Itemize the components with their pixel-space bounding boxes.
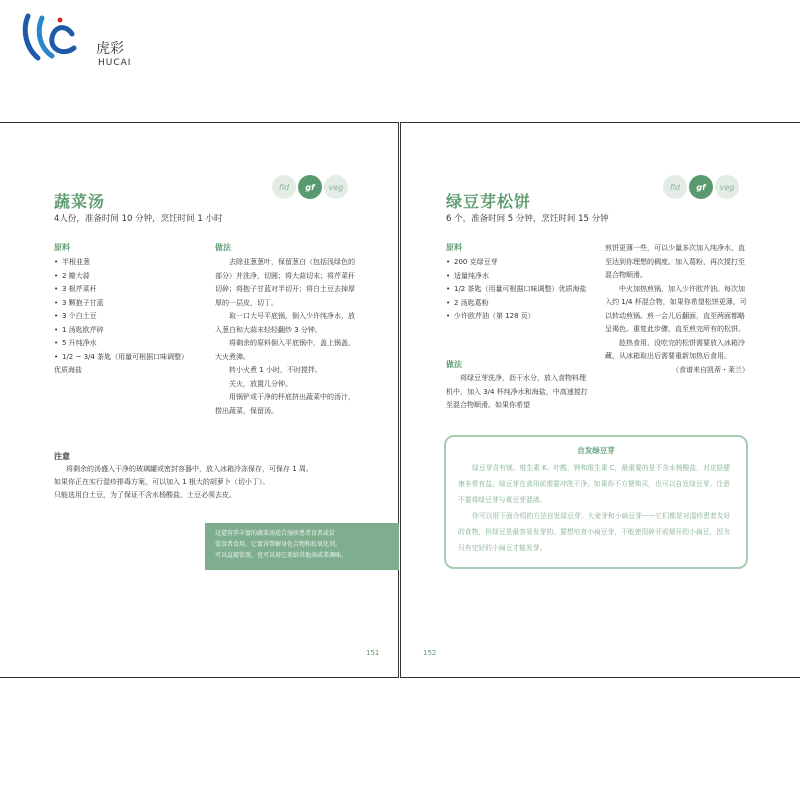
ingredient-tail: 优质海盐 xyxy=(54,366,82,374)
note-heading: 注意 xyxy=(54,452,70,461)
tip-box xyxy=(205,523,399,570)
method-text-left xyxy=(446,372,591,413)
ingredient-item: • 2 瓣大蒜 xyxy=(54,270,204,284)
recipe-title: 蔬菜汤 xyxy=(54,192,106,211)
method-step: 将剩余的原料倒入平底锅中，盖上锅盖，大火煮沸。 xyxy=(215,339,355,361)
ingredients-list xyxy=(446,256,591,324)
ingredient-item: • 1/2 茶匙（用量可根据口味调整）优质海盐 xyxy=(446,283,591,297)
recipe-subtitle: 6 个，准备时间 5 分钟，烹饪时间 15 分钟 xyxy=(446,214,609,224)
recipe-credit: （食谱来自凯蒂・莱兰） xyxy=(672,365,749,374)
recipe-subtitle: 4人份，准备时间 10 分钟，烹饪时间 1 小时 xyxy=(54,214,223,224)
ingredient-item: • 3 个白土豆 xyxy=(54,310,204,324)
diet-badges xyxy=(663,175,739,199)
ingredients-heading: 原料 xyxy=(446,243,462,252)
logo-mark-icon xyxy=(20,8,80,68)
ingredient-item: • 5 升纯净水 xyxy=(54,337,204,351)
box-title: 自发绿豆芽 xyxy=(577,446,615,455)
badge-veg: veg xyxy=(324,175,348,199)
method-step: 趁热食用，没吃完的松饼需要放入冰箱冷藏，从冰箱取出后需要重新加热后食用。 xyxy=(605,338,745,360)
ingredient-item: • 适量纯净水 xyxy=(446,270,591,284)
sprouting-box xyxy=(444,435,748,569)
method-step: 关火，放置几分钟。 xyxy=(229,379,292,388)
recipe-title: 绿豆芽松饼 xyxy=(446,192,532,211)
ingredient-item: • 200 克绿豆芽 xyxy=(446,256,591,270)
tip-line: 这道营养丰富的蔬菜汤适合湿疹患者食者或贫 xyxy=(215,530,336,537)
tip-line: 可以直接饮用，也可以用它来给其他汤或菜调味。 xyxy=(215,552,348,559)
method-step: 去除韭葱葱叶，保留葱白（包括浅绿色的部分）并洗净，切圆；将大蒜切末；将芹菜秆切碎；将抱子甘蓝对半切开；将白土豆去掉厚厚的一层皮，切丁。 xyxy=(215,258,355,307)
method-text-right xyxy=(605,242,749,377)
ingredients-heading: 原料 xyxy=(54,243,70,252)
ingredients-list xyxy=(54,256,204,378)
method-step: 中火加热煎锅，加入少许欧芹油。每次加入约 1/4 杯混合物，如果你希望松饼更薄，可以转动煎锅。煎一会儿后翻面，直至两面都略呈褐色。重复此步骤，直至煎完所有的松饼。 xyxy=(605,284,747,333)
badge-gf: gf xyxy=(689,175,713,199)
ingredient-item: • 2 汤匙葛粉 xyxy=(446,297,591,311)
method-step: 煎饼更薄一些，可以少量多次加入纯净水，直至达到你理想的稠度。加入葛粉，再次搅打至混合物顺滑。 xyxy=(605,244,745,279)
method-text xyxy=(215,256,357,418)
ingredient-item: • 半根韭葱 xyxy=(54,256,204,270)
ingredient-item: • 1 汤匙欧芹碎 xyxy=(54,324,204,338)
box-paragraph: 你可以用下面介绍的方法自发绿豆芽、大麦芽和小扁豆芽——它们都是对湿疹患者友好的食物，但绿豆是最容易发芽的。要想培育小扁豆芽，不能使用碎开或掰开的小扁豆，因为只有完好的小扁豆才能发芽。 xyxy=(458,512,731,552)
note-line: 如果你正在实行湿疹排毒方案，可以加入 1 根大的胡萝卜（切小丁）。 xyxy=(54,478,270,486)
tip-line: 爱食者食用，它富含帮解身化合物和抗氧化剂。 xyxy=(215,541,342,548)
ingredient-item: • 3 根芹菜秆 xyxy=(54,283,204,297)
note-line: 将剩余的汤盛入干净的玻璃罐或密封容器中，放入冰箱冷冻保存，可保存 1 周。 xyxy=(66,465,313,473)
logo-subtitle: HUCAI xyxy=(98,58,132,68)
method-step: 取一口大号平底锅，倒入少许纯净水，放入葱白和大蒜末轻轻翻炒 3 分钟。 xyxy=(215,312,355,334)
page-151 xyxy=(0,122,399,678)
method-step: 将绿豆芽洗净，沥干水分，放入食物料理机中，加入 3/4 杯纯净水和海盐，中高速搅打至混合物顺滑。如果你希望 xyxy=(446,374,588,409)
method-step: 转小火煮 1 小时，不时搅拌。 xyxy=(229,366,322,374)
box-paragraph: 绿豆芽含有镁、维生素 K、叶酸、钾和维生素 C，最重要的是不含水杨酸盐，对皮肤健康非常有益。绿豆芽在食用前需要冲洗干净。如果你不方便购买，也可以自发绿豆芽。注意不要将绿豆芽与黄豆芽混淆。 xyxy=(458,464,731,504)
ingredient-item: • 少许欧芹油（第 128 页） xyxy=(446,310,591,324)
badge-gf: gf xyxy=(298,175,322,199)
page-152 xyxy=(400,122,800,678)
book-spread xyxy=(0,122,800,678)
ingredient-item: • 1/2 ~ 3/4 茶匙（用量可根据口味调整） xyxy=(54,351,204,365)
badge-fid: fid xyxy=(663,175,687,199)
page-number: 152 xyxy=(423,649,437,657)
hucai-logo xyxy=(20,8,160,68)
note-text xyxy=(54,463,376,502)
page-number: 151 xyxy=(366,649,380,657)
method-heading: 做法 xyxy=(446,360,462,369)
note-line: 只能选用白土豆，为了保证不含水杨酸盐，土豆必须去皮。 xyxy=(54,491,236,499)
method-step: 用锅铲或干净的杯底挤出蔬菜中的汤汁，捞出蔬菜，保留汤。 xyxy=(215,393,355,415)
ingredient-item: • 3 颗抱子甘蓝 xyxy=(54,297,204,311)
method-heading: 做法 xyxy=(215,243,231,252)
logo-name: 虎彩 xyxy=(96,41,124,57)
badge-veg: veg xyxy=(715,175,739,199)
badge-fid: fid xyxy=(272,175,296,199)
diet-badges xyxy=(272,175,348,199)
